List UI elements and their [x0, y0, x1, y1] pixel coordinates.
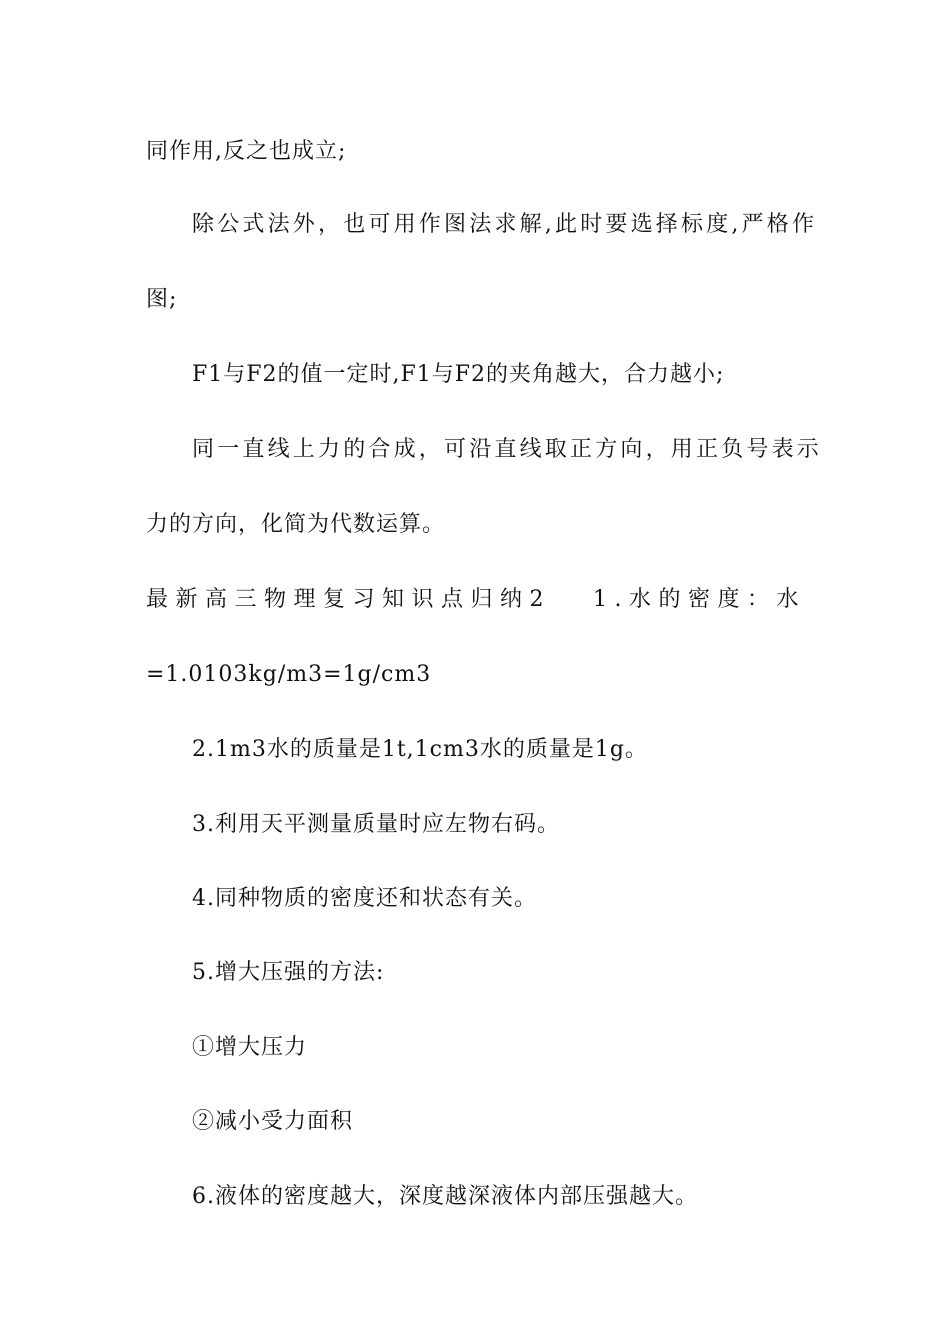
list-item: 5.增大压强的方法: [192, 960, 385, 985]
paragraph-line: 力的方向，化简为代数运算。 [146, 512, 446, 537]
list-item: 1.水的密度：水 [593, 587, 806, 612]
list-item: 6.液体的密度越大，深度越深液体内部压强越大。 [192, 1184, 698, 1209]
paragraph-line: 同一直线上力的合成，可沿直线取正方向，用正负号表示 [192, 437, 823, 462]
list-item: ①增大压力 [192, 1035, 308, 1060]
paragraph-line: F1与F2的值一定时,F1与F2的夹角越大，合力越小; [192, 362, 725, 387]
paragraph-line: 除公式法外，也可用作图法求解,此时要选择标度,严格作 [192, 212, 818, 237]
paragraph-line: 同作用,反之也成立; [146, 139, 347, 164]
list-item-continuation: =1.0103kg/m3=1g/cm3 [146, 662, 432, 687]
section-heading: 最新高三物理复习知识点归纳2 [146, 587, 551, 612]
list-item: 2.1m3水的质量是1t,1cm3水的质量是1g。 [192, 737, 648, 762]
list-item: 3.利用天平测量质量时应左物右码。 [192, 812, 560, 837]
list-item: 4.同种物质的密度还和状态有关。 [192, 886, 537, 911]
list-item: ②减小受力面积 [192, 1109, 354, 1134]
section-heading-row [146, 585, 806, 615]
paragraph-line: 图; [146, 287, 178, 312]
